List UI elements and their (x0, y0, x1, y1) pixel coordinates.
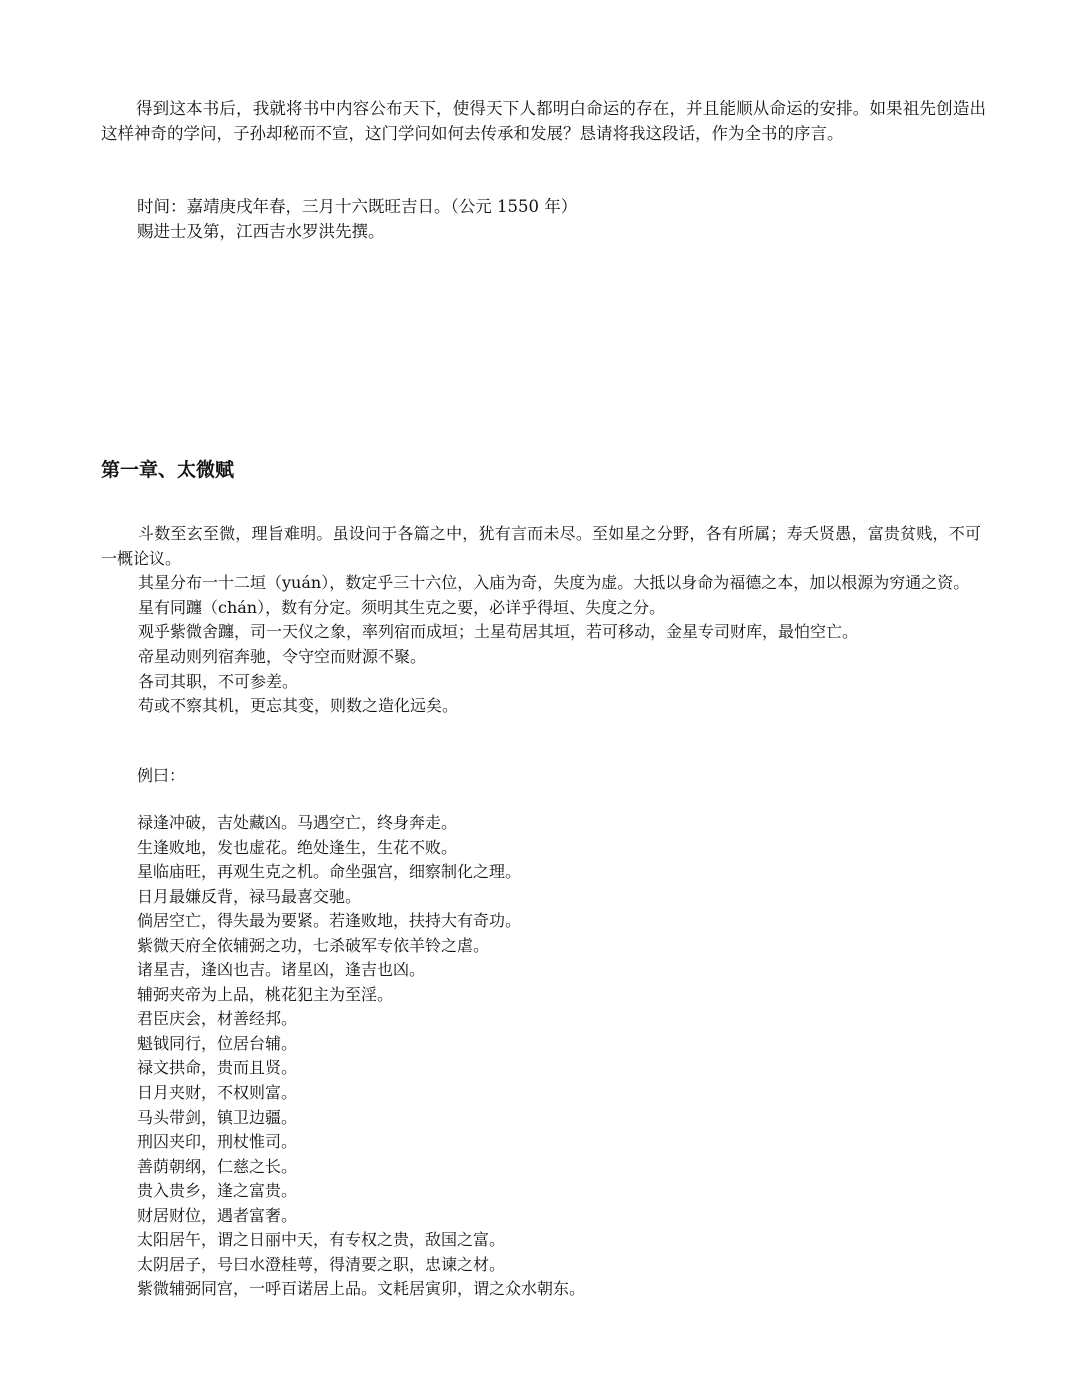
verse-line: 禄文拱命，贵而且贤。 (137, 1058, 298, 1078)
verse-line: 禄逢冲破，吉处藏凶。马遇空亡，终身奔走。 (137, 813, 458, 832)
body-paragraph: 星有同躔（chán），数有分定。须明其生克之要，必详乎得垣、失度之分。 (138, 597, 666, 617)
verse-line: 刑囚夹印，刑杖惟司。 (137, 1132, 298, 1152)
author-line: 赐进士及第，江西吉水罗洪先撰。 (137, 221, 385, 241)
body-paragraph: 其星分布一十二垣（yuán），数定乎三十六位，入庙为奇，失度为虚。大抵以身命为福德之本，加以根源为穷通之资。 (138, 573, 970, 593)
preface-paragraph: 得到这本书后，我就将书中内容公布天下，使得天下人都明白命运的存在，并且能顺从命运的安排。如果祖先创造出这样神奇的学问，子孙却秘而不宣，这门学问如何去传承和发展？恳请将我这段话，作为全书的序言。 (101, 99, 986, 143)
verse-line: 日月最嫌反背，禄马最喜交驰。 (137, 886, 362, 906)
verse-line: 太阴居子，号曰水澄桂萼，得清要之职，忠谏之材。 (137, 1254, 506, 1274)
verse-line: 贵入贵乡，逢之富贵。 (137, 1181, 298, 1201)
verse-line: 辅弼夹帝为上品，桃花犯主为至淫。 (137, 984, 394, 1004)
verse-line: 生逢败地，发也虚花。绝处逢生，生花不败。 (137, 837, 458, 857)
examples-label: 例曰： (137, 766, 186, 785)
verse-line: 财居财位，遇者富奢。 (137, 1205, 298, 1225)
preface-signature (137, 195, 577, 244)
body-paragraph: 各司其职，不可参差。 (138, 671, 299, 691)
preface-section (101, 97, 986, 146)
verse-line: 日月夹财，不权则富。 (137, 1083, 298, 1103)
verse-line: 善荫朝纲，仁慈之长。 (137, 1156, 298, 1176)
chapter-body (101, 522, 981, 719)
verse-line: 紫微辅弼同宫，一呼百诺居上品。文耗居寅卯，谓之众水朝东。 (137, 1279, 586, 1299)
verse-line: 君臣庆会，材善经邦。 (137, 1009, 298, 1029)
verse-line: 魁钺同行，位居台辅。 (137, 1033, 298, 1053)
verse-line: 紫微天府全依辅弼之功，七杀破军专依羊铃之虐。 (137, 935, 490, 955)
verse-line: 倘居空亡，得失最为要紧。若逢败地，扶持大有奇功。 (137, 911, 522, 931)
verse-line: 诸星吉，逢凶也吉。诸星凶，逢吉也凶。 (137, 960, 426, 980)
verse-line: 太阳居午，谓之日丽中天，有专权之贵，敌国之富。 (137, 1230, 506, 1250)
verse-line: 星临庙旺，再观生克之机。命坐强宫，细察制化之理。 (137, 862, 522, 882)
verse-line: 马头带剑，镇卫边疆。 (137, 1107, 298, 1127)
body-paragraph: 帝星动则列宿奔驰，令守空而财源不聚。 (138, 646, 427, 666)
examples-list (137, 811, 585, 1302)
chapter-title: 第一章、太微赋 (101, 459, 235, 481)
date-line: 时间：嘉靖庚戌年春，三月十六既旺吉日。（公元 1550 年） (137, 197, 578, 216)
body-paragraph: 斗数至玄至微，理旨难明。虽设问于各篇之中，犹有言而未尽。至如星之分野，各有所属；寿夭贤愚，富贵贫贱，不可一概论议。 (101, 524, 981, 568)
body-paragraph: 观乎紫微舍躔，司一天仪之象，率列宿而成垣；土星苟居其垣，若可移动，金星专司财库，最怕空亡。 (138, 622, 859, 642)
body-paragraph: 苟或不察其机，更忘其变，则数之造化远矣。 (138, 696, 459, 716)
